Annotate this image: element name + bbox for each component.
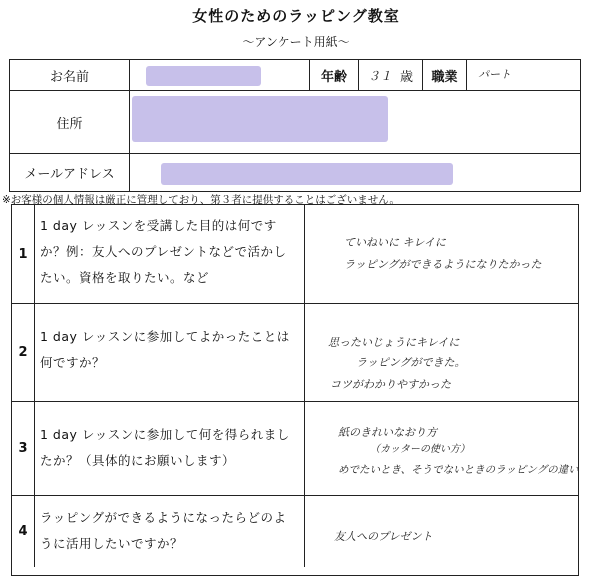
question-4-text: ラッピングができるようになったらどのように活用したいですか？ bbox=[40, 510, 287, 551]
answer-4-line-1: 友人へのプレゼント bbox=[334, 530, 433, 543]
page-subtitle: ～アンケート用紙～ bbox=[242, 35, 350, 49]
question-3-text: 1 day レッスンに参加して何を得られましたか？（具体的にお願いします） bbox=[40, 427, 290, 468]
name-label: お名前 bbox=[49, 69, 89, 85]
question-4-number: 4 bbox=[18, 524, 28, 539]
answer-2-line-2: ラッピングができた。 bbox=[356, 356, 466, 369]
answer-3-line-3: めでたいとき、そうでないときのラッピングの違い bbox=[338, 464, 579, 476]
question-2-number: 2 bbox=[18, 345, 28, 360]
email-label: メールアドレス bbox=[24, 167, 115, 182]
answer-3-line-1: 紙のきれいなおり方 bbox=[338, 426, 437, 439]
question-1-text: 1 day レッスンを受講した目的は何ですか？例：友人へのプレゼントなどで活かしたい。資格を取りたい。など bbox=[40, 218, 287, 285]
answer-2-line-3: コツがわかりやすかった bbox=[330, 378, 451, 391]
page-title: 女性のためのラッピング教室 bbox=[192, 7, 400, 25]
answer-1-line-1: ていねいに キレイに bbox=[344, 236, 446, 249]
answer-3-line-2: （カッターの使い方） bbox=[370, 444, 470, 455]
answer-2-line-1: 思ったいじょうにキレイに bbox=[328, 336, 460, 349]
job-label: 職業 bbox=[431, 69, 458, 85]
question-3-number: 3 bbox=[18, 441, 28, 456]
privacy-notice: ※お客様の個人情報は厳正に管理しており、第３者に提供することはございません。 bbox=[2, 194, 400, 206]
question-2-text: 1 day レッスンに参加してよかったことは何ですか？ bbox=[40, 329, 290, 370]
age-unit: 歳 bbox=[400, 70, 414, 85]
age-value: ３１ bbox=[368, 69, 393, 83]
age-label: 年齢 bbox=[320, 69, 347, 85]
answer-1-line-2: ラッピングができるようになりたかった bbox=[344, 258, 542, 271]
address-field-redacted bbox=[132, 96, 388, 142]
job-value: パート bbox=[478, 68, 511, 81]
address-label: 住所 bbox=[56, 116, 83, 132]
question-1-number: 1 bbox=[18, 246, 28, 262]
email-field-redacted bbox=[161, 163, 453, 185]
name-field-redacted bbox=[146, 66, 261, 86]
